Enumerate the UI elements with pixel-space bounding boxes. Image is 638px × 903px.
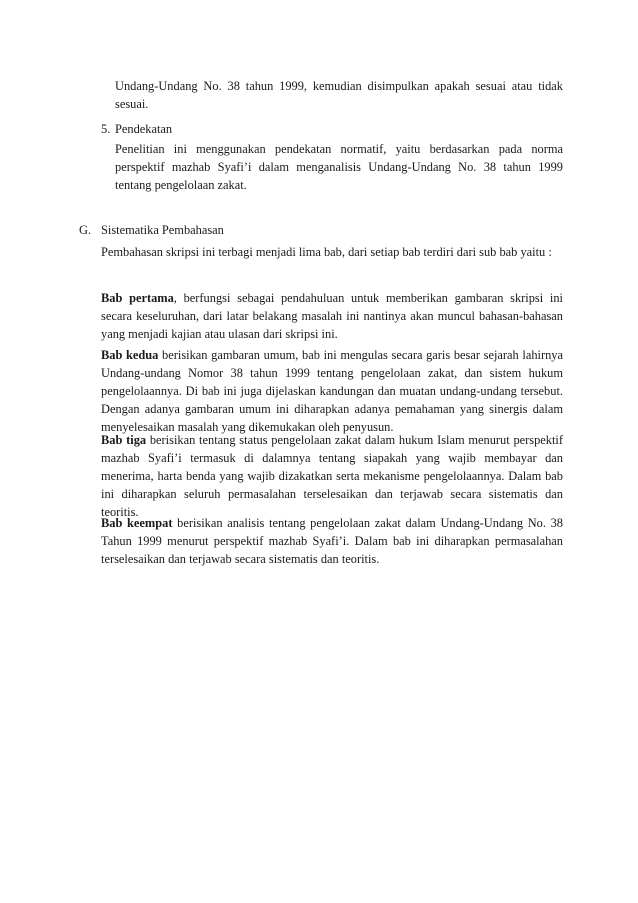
chapter-3-text: berisikan tentang status pengelolaan zakat dalam hukum Islam menurut perspektif mazhab Syafi’i termasuk di dalamnya tentang siapakah yang wajib membayar dan menerima, harta benda yang wajib dizakatkan serta mekanisme pengelolaannya. Dalam bab ini diharapkan seluruh permasalahan terselesaikan dan terjawab secara sistematis dan teoritis.: [101, 433, 563, 519]
chapter-2-paragraph: [101, 346, 563, 436]
chapter-1-text: , berfungsi sebagai pendahuluan untuk memberikan gambaran skripsi ini secara keseluruhan, dari latar belakang masalah ini nantinya akan muncul bahasan-bahasan yang menjadi kajian atau ulasan dari skripsi ini.: [101, 291, 563, 341]
chapter-4-text: berisikan analisis tentang pengelolaan zakat dalam Undang-Undang No. 38 Tahun 1999 menurut perspektif mazhab Syafi’i. Dalam bab ini diharapkan permasalahan terselesaikan dan terjawab secara sistematis dan teoritis.: [101, 516, 564, 566]
chapter-2-label: Bab kedua: [101, 348, 159, 362]
item4-continuation: [115, 77, 563, 113]
item5-body: [115, 140, 563, 194]
chapter-3-label: Bab tiga: [101, 433, 147, 447]
section-g-intro-text: Pembahasan skripsi ini terbagi menjadi lima bab, dari setiap bab terdiri dari sub bab yaitu :: [101, 245, 552, 259]
section-g-letter: G.: [79, 223, 92, 237]
chapter-1-paragraph: [101, 289, 563, 343]
chapter-4-label: Bab keempat: [101, 516, 173, 530]
item5-body-text: Penelitian ini menggunakan pendekatan normatif, yaitu berdasarkan pada norma perspektif mazhab Syafi’i dalam menganalisis Undang-Undang No. 38 tahun 1999 tentang pengelolaan zakat.: [115, 142, 563, 192]
chapter-1-label: Bab pertama: [101, 291, 174, 305]
item4-continuation-text: Undang-Undang No. 38 tahun 1999, kemudian disimpulkan apakah sesuai atau tidak sesuai.: [115, 79, 563, 111]
chapter-4-paragraph: [101, 514, 563, 568]
chapter-3-paragraph: [101, 431, 563, 521]
section-g-title: Sistematika Pembahasan: [101, 223, 224, 237]
section-g-intro: [101, 243, 563, 261]
item5-number: 5.: [101, 122, 111, 136]
item5-title: Pendekatan: [115, 122, 173, 136]
chapter-2-text: berisikan gambaran umum, bab ini mengulas secara garis besar sejarah lahirnya Undang-undang Nomor 38 tahun 1999 tentang pengelolaan zakat, dan sistem hukum pengelolaannya. Di bab ini juga dijelaskan kandungan dan muatan undang-undang tersebut. Dengan adanya gambaran umum ini diharapkan adanya pemahaman yang sinergis dalam menyelesaikan masalah yang dikemukakan oleh penyusun.: [101, 348, 563, 434]
